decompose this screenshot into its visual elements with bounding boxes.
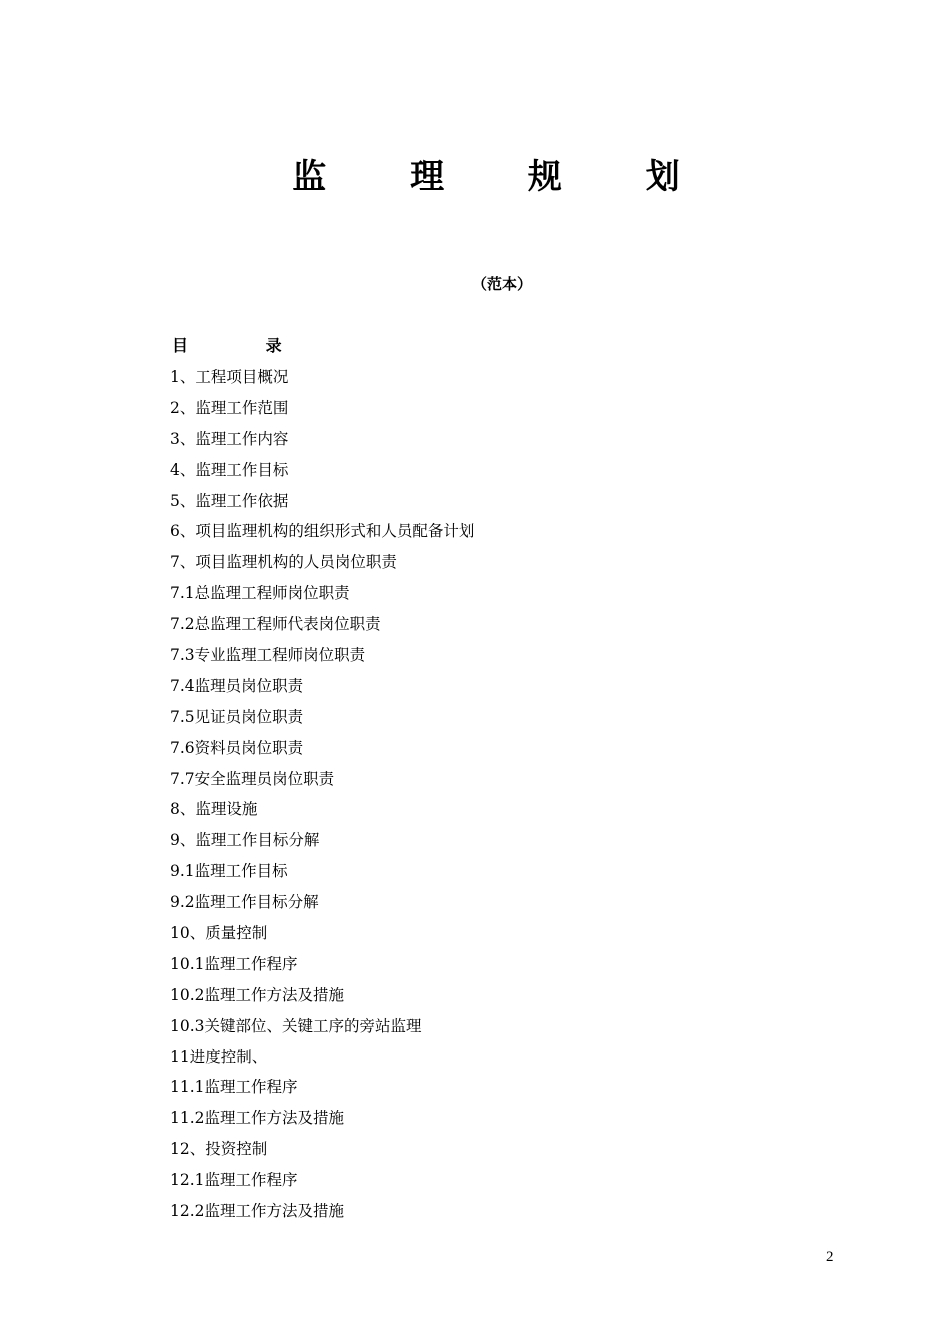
toc-item: 10、质量控制 xyxy=(170,924,268,943)
toc-item: 3、监理工作内容 xyxy=(170,429,289,448)
toc-item: 4、监理工作目标 xyxy=(170,460,289,479)
toc-item: 11.2监理工作方法及措施 xyxy=(170,1109,345,1128)
toc-item: 11.1监理工作程序 xyxy=(170,1078,298,1097)
toc-item: 12.2监理工作方法及措施 xyxy=(170,1202,345,1221)
toc-item: 8、监理设施 xyxy=(170,800,258,819)
toc-item: 10.1监理工作程序 xyxy=(170,954,298,973)
toc-item: 6、项目监理机构的组织形式和人员配备计划 xyxy=(170,522,475,541)
toc-item: 1、工程项目概况 xyxy=(170,368,289,386)
toc-item: 5、监理工作依据 xyxy=(170,491,289,510)
toc-item: 7.1总监理工程师岗位职责 xyxy=(170,584,350,603)
toc-item: 9、监理工作目标分解 xyxy=(170,831,320,850)
toc-item: 9.1监理工作目标 xyxy=(170,862,288,881)
document-subtitle: （范本） xyxy=(471,275,532,293)
toc-item: 7.2总监理工程师代表岗位职责 xyxy=(170,615,381,634)
table-of-contents xyxy=(170,365,474,1230)
toc-item: 7、项目监理机构的人员岗位职责 xyxy=(170,553,397,572)
toc-item: 10.2监理工作方法及措施 xyxy=(170,985,345,1004)
toc-item: 7.6资料员岗位职责 xyxy=(170,738,304,757)
toc-item: 12.1监理工作程序 xyxy=(170,1171,298,1190)
page-number: 2 xyxy=(826,1249,834,1265)
toc-item: 11进度控制、 xyxy=(170,1047,268,1066)
document-title: 监 理 规 划 xyxy=(292,157,716,197)
toc-item: 7.7安全监理员岗位职责 xyxy=(170,769,335,788)
toc-item: 10.3关键部位、关键工序的旁站监理 xyxy=(170,1016,422,1035)
toc-item: 2、监理工作范围 xyxy=(170,398,289,417)
toc-item: 7.4监理员岗位职责 xyxy=(170,676,304,695)
toc-heading: 目 录 xyxy=(172,336,318,355)
toc-item: 9.2监理工作目标分解 xyxy=(170,893,319,912)
toc-item: 7.5见证员岗位职责 xyxy=(170,707,304,726)
toc-item: 12、投资控制 xyxy=(170,1140,268,1159)
toc-item: 7.3专业监理工程师岗位职责 xyxy=(170,646,366,665)
